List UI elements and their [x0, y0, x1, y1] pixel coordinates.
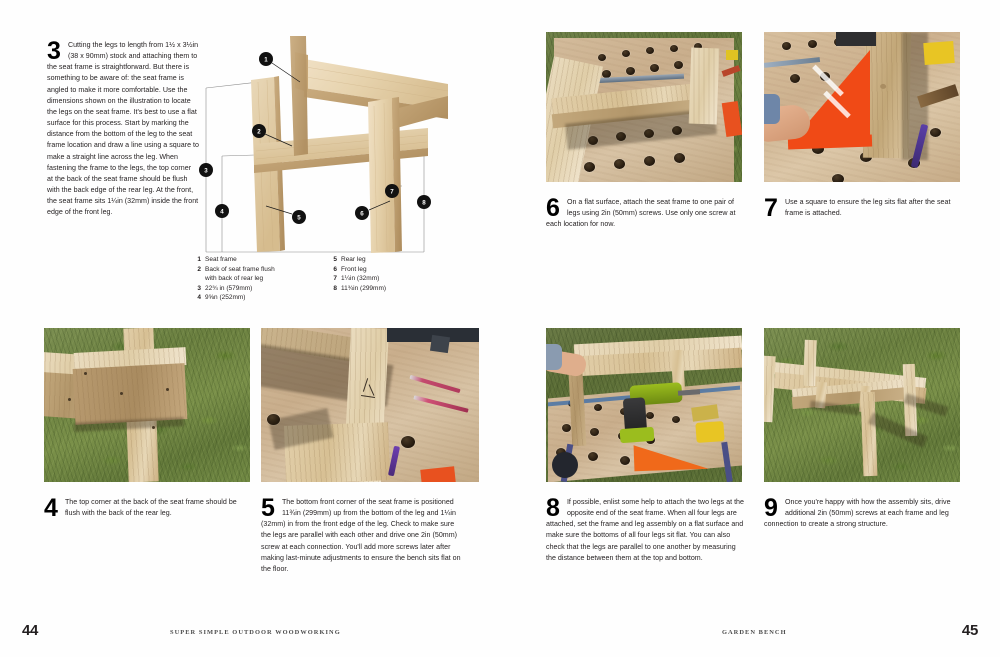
- photo-step-9: [764, 328, 960, 482]
- key-number: 2: [197, 265, 201, 273]
- step-7-number: 7: [764, 194, 778, 222]
- step-4-text: The top corner at the back of the seat frame should be flush with the back of the rear leg.: [64, 498, 237, 518]
- illus-callout-5: [292, 210, 306, 224]
- step-3-block: [47, 37, 199, 219]
- caption-step-8: [546, 494, 746, 564]
- illustration-key-column-left: [194, 255, 306, 303]
- bench-joint-illustration: [196, 36, 448, 258]
- svg-text:1: 1: [264, 56, 268, 64]
- svg-text:7: 7: [390, 188, 394, 196]
- caption-step-5: [261, 494, 461, 575]
- key-item: [194, 293, 306, 303]
- key-item: [330, 265, 442, 275]
- photo-step-7: [764, 32, 960, 182]
- step-3-number: 3: [47, 37, 61, 65]
- illustration-key: [194, 255, 444, 303]
- key-label: Back of seat frame flush with back of rear leg: [205, 265, 306, 284]
- key-label-cont: with back of rear leg: [205, 275, 264, 283]
- key-label: Front leg: [341, 265, 367, 273]
- illus-callout-6: [355, 206, 369, 220]
- svg-text:4: 4: [220, 208, 224, 216]
- key-label: Seat frame: [205, 256, 237, 263]
- caption-5-paragraph: [261, 494, 461, 575]
- photo-step-6: [546, 32, 742, 182]
- running-head-right: GARDEN BENCH: [722, 629, 787, 636]
- illus-rear-upright: [290, 36, 308, 156]
- key-label: 9⅝n (252mm): [205, 294, 246, 302]
- key-label: 11¾in (299mm): [341, 284, 387, 292]
- svg-text:6: 6: [360, 210, 364, 218]
- key-item: [194, 265, 306, 284]
- key-number: 6: [333, 265, 337, 273]
- page-right: [500, 0, 1000, 657]
- illus-callout-7: [385, 184, 399, 198]
- illus-front-leg: [368, 97, 402, 253]
- key-label: Rear leg: [341, 256, 366, 263]
- folio-left: 44: [22, 622, 39, 639]
- caption-6-paragraph: [546, 194, 746, 230]
- svg-text:8: 8: [422, 199, 426, 207]
- illus-callout-4: [215, 204, 229, 218]
- key-label: 22¾ in (579mm): [205, 284, 253, 292]
- key-item: [330, 274, 442, 284]
- step-5-number: 5: [261, 494, 275, 522]
- illustration-key-column-right: [330, 255, 442, 303]
- caption-step-7: [764, 194, 964, 222]
- photo-step-5: [261, 328, 479, 482]
- step-3-paragraph: [47, 37, 199, 219]
- illus-callout-2: [252, 124, 266, 138]
- step-4-number: 4: [44, 494, 58, 522]
- caption-step-9: [764, 494, 964, 530]
- caption-9-paragraph: [764, 494, 964, 530]
- caption-step-6: [546, 194, 746, 230]
- photo-step-4: [44, 328, 250, 482]
- key-item: [330, 255, 442, 265]
- caption-7-paragraph: [764, 194, 964, 222]
- folio-right: 45: [961, 622, 978, 639]
- step-8-text: If possible, enlist some help to attach the two legs at the opposite end of the seat frame. When all four legs are attached, set the frame and leg assembly on a flat surface and make sure the bottoms of all four legs sit flat. You can also check that the legs are parallel to one another by measuring the distance between them at the top and bottom.: [546, 498, 744, 562]
- svg-text:5: 5: [297, 214, 301, 222]
- step-7-text: Use a square to ensure the leg sits flat after the seat frame is attached.: [784, 198, 951, 218]
- key-number: 4: [197, 294, 201, 302]
- step-6-number: 6: [546, 194, 560, 222]
- key-item: [194, 255, 306, 265]
- caption-step-4: [44, 494, 244, 522]
- running-head-left: SUPER SIMPLE OUTDOOR WOODWORKING: [170, 629, 341, 636]
- key-number: 3: [197, 284, 201, 292]
- illus-callout-1: [259, 52, 273, 66]
- illus-callout-3: [199, 163, 213, 177]
- step-8-number: 8: [546, 494, 560, 522]
- step-9-text: Once you're happy with how the assembly sits, drive additional 2in (50mm) screws at each frame and leg connection to create a strong structure.: [764, 498, 951, 529]
- step-5-text: The bottom front corner of the seat frame is positioned 11¾in (299mm) up from the bottom of the leg and 1¼in (32mm) in from the front edge of the leg. Check to make sure the legs are parallel with each other and drive one 2in (50mm) screw at each connection. You'll add more screws later after making last-minute adjustments to ensure the bench sits flat on the floor.: [261, 498, 461, 573]
- caption-4-paragraph: [44, 494, 244, 522]
- key-number: 8: [333, 284, 337, 292]
- key-item: [330, 284, 442, 294]
- step-9-number: 9: [764, 494, 778, 522]
- key-item: [194, 284, 306, 294]
- svg-text:2: 2: [257, 128, 261, 136]
- svg-text:3: 3: [204, 167, 208, 175]
- key-number: 7: [333, 275, 337, 283]
- step-6-text: On a flat surface, attach the seat frame to one pair of legs using 2in (50mm) screws. Use only one screw at each location for now.: [546, 198, 736, 229]
- key-number: 5: [333, 256, 337, 263]
- photo-step-8: [546, 328, 742, 482]
- step-3-text: Cutting the legs to length from 1½ x 3½in (38 x 90mm) stock and attaching them to the seat frame is straightforward. But there is something to be aware of: the seat frame is angled to make it more comfortable. Use the dimensions shown on the illustration to locate the legs on the seat frame. It's best to use a flat surface for this process. Start by marking the distance from the bottom of the leg to the seat frame location and draw a line using a square to make a straight line across the leg. When fastening the frame to the legs, the top corner at the back of the seat frame should be flush with the back edge of the rear leg. At the front, the seat frame sits 1¼in (32mm) inside the front edge of the front leg.: [47, 41, 199, 217]
- caption-8-paragraph: [546, 494, 746, 564]
- illus-callout-8: [417, 195, 431, 209]
- key-number: 1: [197, 256, 201, 263]
- key-label: 1¼in (32mm): [341, 275, 380, 283]
